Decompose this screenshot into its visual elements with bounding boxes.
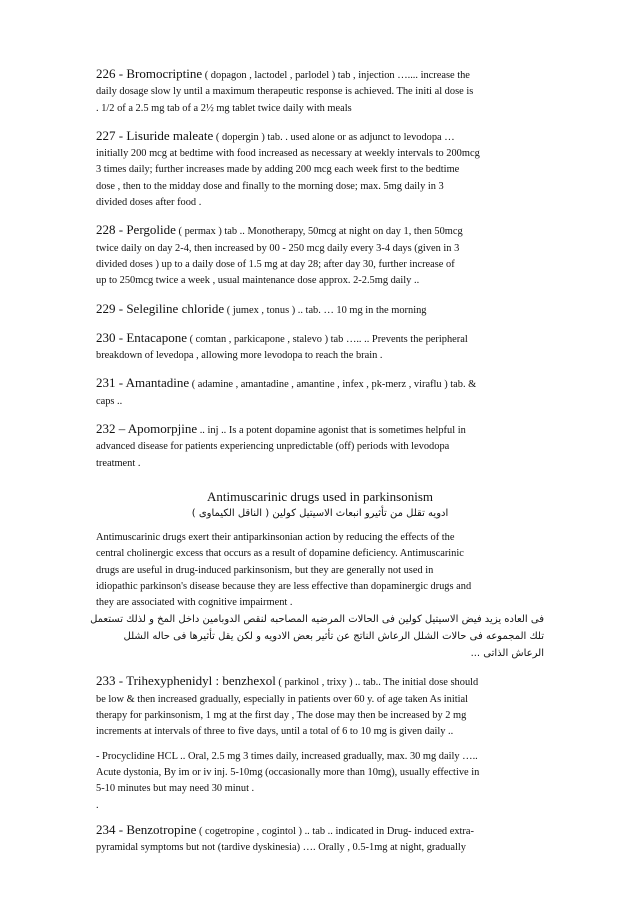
drug-detail: advanced disease for patients experiencing unpredictable (off) periods with levodopa (96, 441, 450, 453)
text-line (96, 128, 544, 146)
text-line (96, 394, 544, 410)
drug-detail: ( comtan , parkicapone , stalevo ) tab ….. .. Prevents the peripheral (186, 333, 468, 345)
paragraph-line: Antimuscarinic drugs exert their antiparkinsonian action by reducing the effects of the (96, 531, 455, 543)
text-line (96, 375, 544, 393)
text-line (96, 692, 544, 708)
arabic-line: تلك المجموعه فى حالات الشلل الرعاش الناتج عن تأثير بعض الادويه و لكن يقل تأثيرها فى حاله الشلل (123, 631, 544, 643)
text-line (96, 241, 544, 257)
text-line (96, 724, 544, 740)
text-line (96, 66, 544, 84)
text-line (96, 257, 544, 273)
drug-detail: ( dopagon , lactodel , parlodel ) tab , injection ….... increase the (202, 70, 470, 81)
section-title-arabic: ادويه تقلل من تأثيرو انبعاث الاسيتيل كولين ( الناقل الكيماوى ) (191, 507, 449, 519)
text-line (96, 195, 544, 211)
paragraph-line: drugs are useful in drug-induced parkinsonism, but they are generally not used in (96, 564, 434, 576)
drug-entry (96, 749, 544, 814)
text-line (96, 673, 544, 691)
drug-detail: up to 250mcg twice a week , usual maintenance dose approx. 2-2.5mg daily .. (96, 275, 420, 287)
text-line (96, 222, 544, 240)
drug-entry (96, 66, 544, 117)
drug-detail: pyramidal symptoms but not (tardive dyskinesia) …. Orally , 0.5-1mg at night, gradually (96, 842, 466, 854)
text-line (96, 781, 544, 797)
text-line (96, 749, 544, 765)
drug-name: 228 - Pergolide (96, 222, 176, 238)
text-line (96, 348, 544, 364)
drug-entry (96, 330, 544, 365)
text-line (96, 456, 544, 472)
drug-detail: dose , then to the midday dose and finally to the morning dose; max. 5mg daily in 3 (96, 180, 444, 192)
drug-detail: .. inj .. Is a potent dopamine agonist that is sometimes helpful in (197, 425, 466, 437)
drug-entry (96, 375, 544, 410)
section-title: Antimuscarinic drugs used in parkinsonism (206, 488, 434, 504)
text-line (96, 708, 544, 724)
drug-detail: breakdown of levedopa , allowing more levodopa to reach the brain . (96, 350, 383, 362)
drug-name: 233 - Trihexyphenidyl : benzhexol (96, 673, 276, 689)
paragraph-line: they are associated with cognitive impairment . (96, 597, 293, 609)
text-line (96, 798, 544, 814)
drug-name: 231 - Amantadine (96, 375, 190, 391)
text-line (96, 301, 544, 319)
text-line (96, 273, 544, 289)
drug-detail: twice daily on day 2-4, then increased by 00 - 250 mcg daily every 3-4 days (given in 3 (96, 242, 460, 254)
drug-detail: ( dopergin ) tab. . used alone or as adjunct to levodopa … (213, 131, 455, 143)
section-paragraph (96, 530, 544, 611)
text-line (96, 101, 544, 117)
drug-detail: 3 times daily; further increases made by adding 200 mcg each week first to the bedtime (96, 164, 460, 176)
drug-entries (96, 66, 544, 472)
drug-detail: 5-10 minutes but may need 30 minut . (96, 783, 255, 795)
text-line (96, 439, 544, 455)
drug-detail: . 1/2 of a 2.5 mg tab of a 2½ mg tablet twice daily with meals (96, 102, 352, 114)
text-line (96, 840, 544, 856)
text-line (96, 179, 544, 195)
drug-name: 227 - Lisuride maleate (96, 127, 214, 143)
drug-detail: initially 200 mcg at bedtime with food increased as necessary at weekly intervals to 200mcg (96, 148, 480, 160)
arabic-line: فى العاده يزيد فيض الاسيتيل كولين فى الحالات المرضيه المصاحبه لنقص الدوبامين داخل المخ و لذلك تستعمل (90, 614, 544, 626)
drug-detail: ( jumex , tonus ) .. tab. … 10 mg in the morning (224, 304, 427, 316)
text-line (96, 84, 544, 100)
drug-entry (96, 222, 544, 289)
drug-detail: divided doses after food . (96, 197, 202, 209)
paragraph-line: idiopathic parkinson's disease because they are less effective than dopaminergic drugs and (96, 580, 472, 592)
drug-name: 230 - Entacapone (96, 329, 187, 345)
drug-entry (96, 128, 544, 211)
drug-detail: Acute dystonia, By im or iv inj. 5-10mg (occasionally more than 10mg), usually effective in (96, 766, 480, 778)
drug-detail: be low & then increased gradually, especially in patients over 60 y. of age taken As initial (96, 693, 469, 705)
text-line (96, 421, 544, 439)
drug-name: 232 – Apomorpjine (96, 421, 198, 437)
drug-detail: divided doses ) up to a daily dose of 1.5 mg at day 28; after day 30, further increase of (96, 258, 455, 270)
text-line (96, 162, 544, 178)
drug-detail: caps .. (96, 395, 123, 407)
drug-detail: ( permax ) tab .. Monotherapy, 50mcg at night on day 1, then 50mcg (175, 226, 463, 238)
section-arabic-paragraph (90, 611, 544, 662)
drug-detail: daily dosage slow ly until a maximum therapeutic response is achieved. The initi al dose is (96, 86, 474, 98)
drug-name: 229 - Selegiline chloride (96, 300, 225, 316)
text-line (96, 822, 544, 840)
arabic-line: الرعاش الذاتى ... (470, 648, 544, 660)
drug-entries-continued (96, 673, 544, 856)
text-line (96, 330, 544, 348)
section-antimuscarinic (90, 488, 544, 662)
drug-detail: ( cogetropine , cogintol ) .. tab .. indicated in Drug- induced extra- (196, 825, 474, 837)
drug-entry (96, 421, 544, 472)
drug-detail: increments at intervals of three to five days, until a total of 6 to 10 mg is given daily .. (96, 726, 454, 738)
drug-name: 226 - Bromocriptine (96, 66, 203, 81)
drug-detail: ( adamine , amantadine , amantine , infex , pk-merz , viraflu ) tab. & (189, 379, 477, 391)
drug-name: 234 - Benzotropine (96, 821, 197, 837)
text-line (96, 146, 544, 162)
drug-detail: ( parkinol , trixy ) .. tab.. The initial dose should (275, 677, 479, 689)
drug-detail: treatment . (96, 457, 141, 469)
drug-entry (96, 822, 544, 857)
drug-detail: - Procyclidine HCL .. Oral, 2.5 mg 3 times daily, increased gradually, max. 30 mg daily ….. (96, 750, 478, 762)
document-page (90, 66, 544, 856)
drug-detail: . (96, 799, 99, 811)
text-line (96, 765, 544, 781)
drug-entry (96, 673, 544, 740)
paragraph-line: central cholinergic excess that occurs as a result of dopamine deficiency. Antimuscarinic (96, 548, 464, 560)
drug-detail: therapy for parkinsonism, 1 mg at the first day , The dose may then be increased by 2 mg (96, 710, 467, 722)
drug-entry (96, 301, 544, 319)
